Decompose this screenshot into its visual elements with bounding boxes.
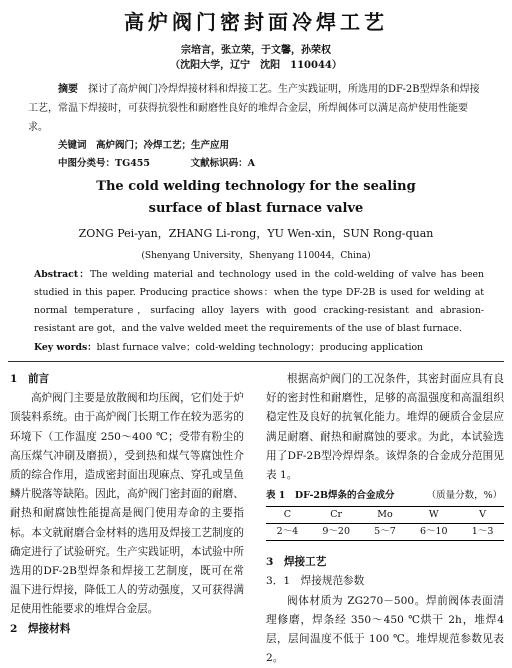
affiliation: （沈阳大学，辽宁 沈阳 110044）: [170, 60, 342, 71]
chinese-keywords: [58, 137, 229, 151]
doc-code-label: 文献标识码：: [190, 158, 248, 169]
table1-value-cell: 5～7: [364, 524, 407, 541]
table1-header-row: [266, 507, 504, 524]
cn-keywords-label: 关键词: [58, 140, 87, 151]
cn-keywords-text: 高炉阀门；冷焊工艺；生产应用: [96, 140, 230, 151]
table1: [266, 506, 504, 541]
cn-abstract-text: 探讨了高炉阀门冷焊焊接材料和焊接工艺。生产实践证明，所选用的DF-2B型焊条和焊接工艺，常温下焊接时，可获得抗裂性和耐磨性良好的堆焊合金层，所焊阀体可以满足高炉使用性能要求。: [28, 84, 480, 133]
section3-paragraph: 阀体材质为 ZG270－500。焊前阀体表面清理修磨，焊条经 350～450 ℃烘干 2h，堆焊4层，层间温度不低于 100 ℃。堆焊规范参数见表 2。: [266, 594, 504, 665]
table1-value-row: [266, 524, 504, 541]
table1-caption: [266, 487, 504, 505]
authors: 宗培言，张立荣，于文馨，孙荣权: [181, 45, 331, 56]
english-affiliation: (Shenyang University，Shenyang 110044，China): [141, 251, 371, 261]
classification-line: [58, 155, 255, 169]
table1-value-cell: 9～20: [309, 524, 364, 541]
section1-heading: 1 前言: [10, 373, 50, 385]
table1-header-cell: Cr: [309, 507, 364, 524]
en-abstract-label: Abstract：: [34, 269, 90, 280]
table1-value-cell: 2～4: [266, 524, 309, 541]
table1-header-cell: C: [266, 507, 309, 524]
en-keywords-label: Key words：: [34, 342, 97, 353]
en-abstract-text: The welding material and technology used in the cold-welding of valve has been studied in this paper. Producing practice shows：when the type DF-2B is used for welding at normal temperature，surfacing alloy layers with good cracking-resistant and abrasion-resistant are got，and the valve welded meet the requirements of the use of blast furnace.: [34, 269, 484, 334]
english-keywords: [34, 339, 423, 353]
table1-unit: （质量分数，%）: [426, 490, 503, 502]
table1-header-cell: Mo: [364, 507, 407, 524]
doc-code-value: A: [247, 158, 256, 169]
english-authors: ZONG Pei-yan，ZHANG Li-rong，YU Wen-xin，SUN Rong-quan: [78, 227, 434, 240]
english-title-line2: surface of blast furnace valve: [148, 201, 364, 216]
english-abstract: [34, 266, 484, 338]
section2-heading: 2 焊接材料: [10, 622, 71, 635]
section1-paragraph: 高炉阀门主要是放散阀和均压阀，它们处于炉顶装料系统。由于高炉阀门长期工作在较为恶劣的环境下（工作温度 250～400 ℃；受带有粉尘的高压煤气冲刷及磨损），受到热和煤气等腐蚀性介质的综合作用，造成密封面出现麻点、穿孔或呈鱼鳞片脱落等缺陷。因此，高炉阀门密封面的耐磨、耐热和耐腐蚀性能提高是阀门使用寿命的主要指标。本文就耐磨合金材料的选用及焊接工艺制度的确定进行了试验研究。生产实践证明，本试验中所选用的DF-2B型焊条和焊接工艺制度，既可在常温下进行焊接，降低工人的劳动强度，又可获得满足使用性能要求的堆焊合金层。: [10, 392, 244, 616]
right-column: [266, 370, 504, 668]
clc-label: 中图分类号：: [58, 158, 116, 169]
section2-paragraph: 根据高炉阀门的工况条件，其密封面应具有良好的密封性和耐磨性，足够的高温强度和高温组织稳定性及良好的抗氧化能力。堆焊的硬质合金层应满足耐磨、耐热和耐腐蚀的要求。为此，本试验选用了DF-2B型冷焊焊条。该焊条的合金成分范围见表 1。: [266, 373, 504, 482]
table1-header-cell: W: [406, 507, 461, 524]
table1-value-cell: 6～10: [406, 524, 461, 541]
divider: [8, 361, 504, 362]
english-title: [0, 176, 512, 220]
en-keywords-text: blast furnace valve；cold-welding technology；producing application: [96, 342, 424, 353]
english-title-line1: The cold welding technology for the sealing: [96, 179, 416, 194]
table1-value-cell: 1～3: [461, 524, 504, 541]
section3-heading: 3 焊接工艺: [266, 556, 327, 569]
table1-header-cell: V: [461, 507, 504, 524]
table1-title: 表 1 DF-2B焊条的合金成分: [266, 490, 395, 502]
section3-subheading: 3．1 焊接规范参数: [266, 575, 365, 588]
chinese-abstract: [28, 80, 484, 137]
cn-abstract-label: 摘要: [58, 84, 78, 95]
left-column: [10, 370, 244, 639]
paper-title: 高炉阀门密封面冷焊工艺: [124, 10, 388, 34]
clc-value: TG455: [115, 158, 151, 169]
